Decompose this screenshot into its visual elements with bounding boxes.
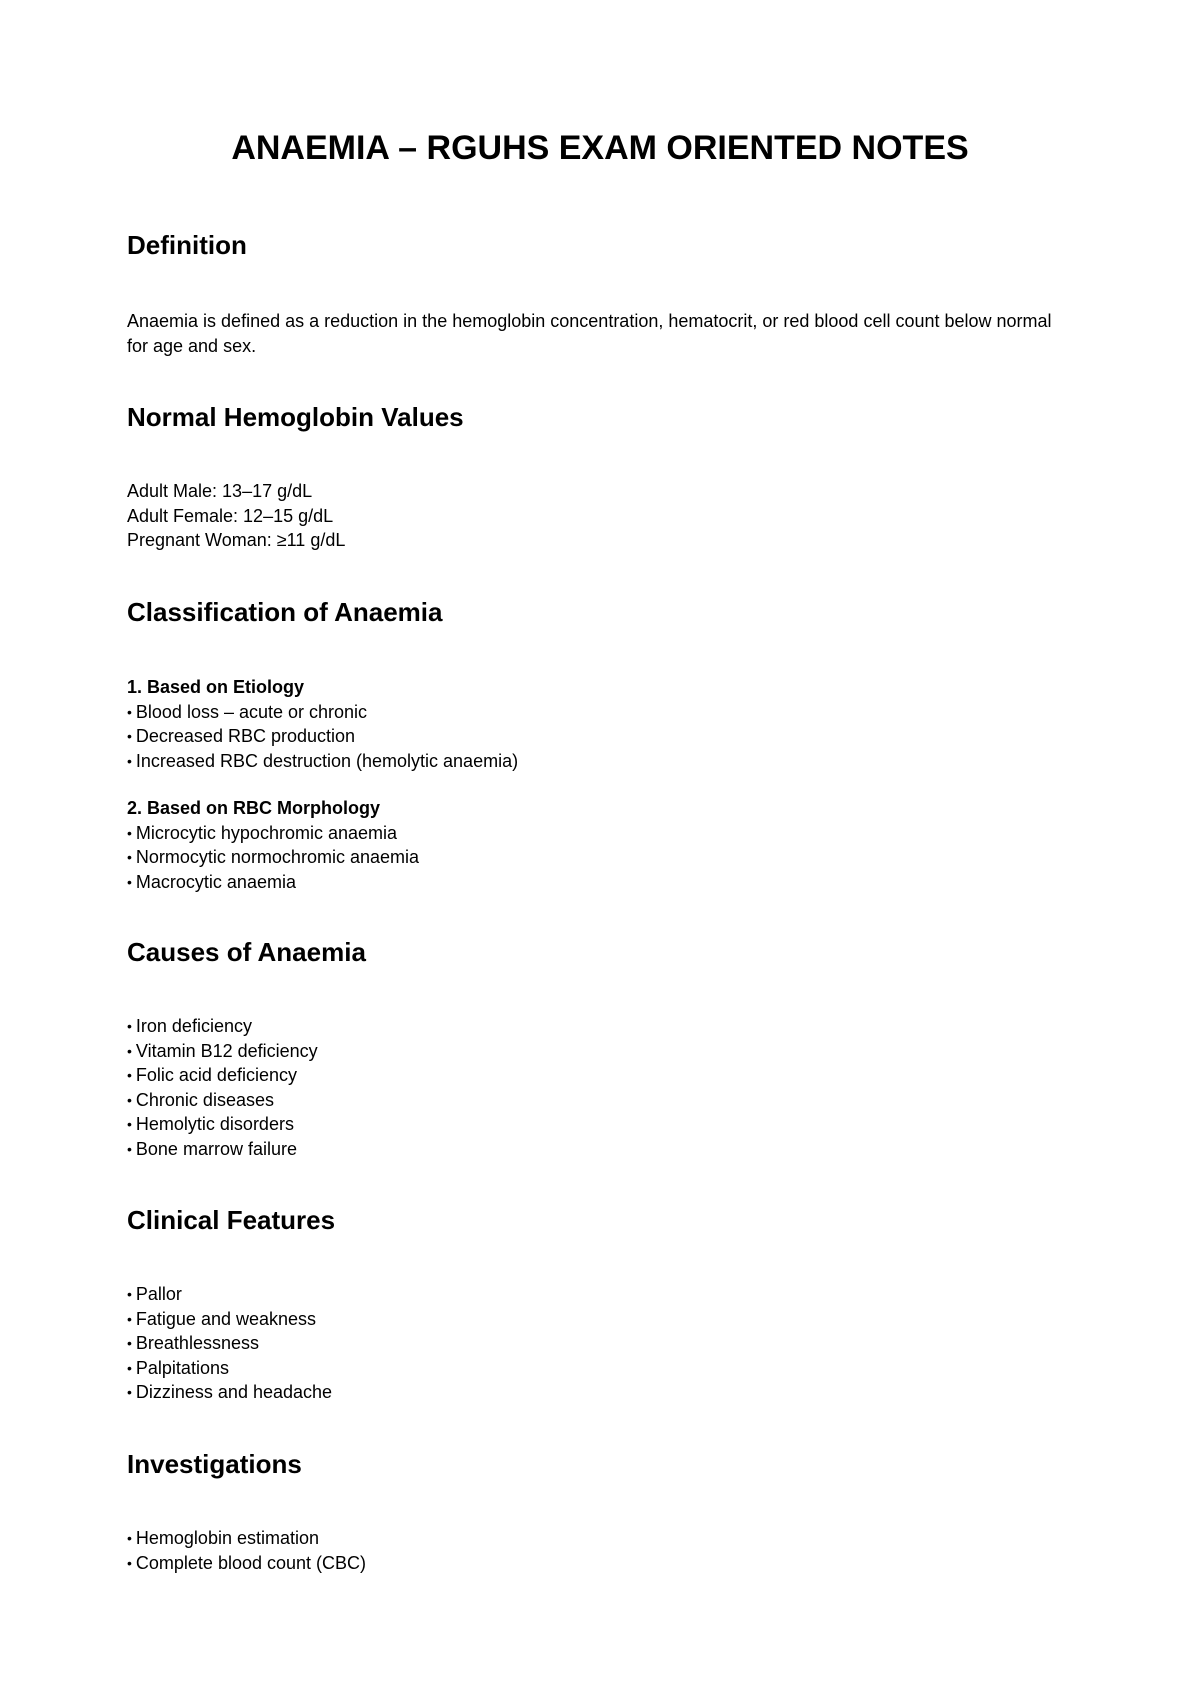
list-item-text: Bone marrow failure bbox=[135, 1138, 297, 1159]
list-item bbox=[127, 845, 1072, 870]
list-item-text: Hemolytic disorders bbox=[135, 1114, 294, 1134]
list-item-text: Decreased RBC production bbox=[135, 726, 356, 746]
normal-value-line: Adult Female: 12–15 g/dL bbox=[127, 505, 334, 526]
list-item-text: Increased RBC destruction (hemolytic anaemia) bbox=[135, 750, 519, 771]
list-item bbox=[127, 1088, 1072, 1113]
bullet-icon: • bbox=[127, 873, 132, 890]
bullet-list bbox=[127, 700, 1072, 774]
list-item bbox=[127, 1356, 1072, 1381]
list-item-text: Blood loss – acute or chronic bbox=[135, 701, 368, 722]
bullet-icon: • bbox=[127, 1140, 132, 1157]
list-item-text: Fatigue and weakness bbox=[135, 1308, 317, 1329]
list-item bbox=[127, 700, 1072, 725]
list-item bbox=[127, 1137, 1072, 1162]
bullet-icon: • bbox=[127, 1286, 132, 1302]
list-item bbox=[127, 749, 1072, 774]
normal-values-list bbox=[127, 479, 1072, 553]
classification-group-morphology bbox=[127, 796, 1072, 894]
list-item-text: Folic acid deficiency bbox=[135, 1065, 297, 1085]
list-item-text: Macrocytic anaemia bbox=[135, 871, 296, 892]
list-item bbox=[127, 1526, 1072, 1551]
list-item-text: Breathlessness bbox=[135, 1333, 259, 1353]
list-item-text: Complete blood count (CBC) bbox=[135, 1552, 367, 1573]
investigations-heading: Investigations bbox=[127, 1449, 302, 1479]
list-item-text: Hemoglobin estimation bbox=[135, 1528, 319, 1548]
list-item-text: Dizziness and headache bbox=[135, 1382, 333, 1402]
list-item bbox=[127, 1307, 1072, 1332]
list-item bbox=[127, 1063, 1072, 1088]
list-item bbox=[127, 1380, 1072, 1405]
list-item bbox=[127, 1551, 1072, 1576]
bullet-icon: • bbox=[127, 1116, 132, 1132]
list-item bbox=[127, 724, 1072, 749]
bullet-icon: • bbox=[127, 1091, 132, 1108]
bullet-icon: • bbox=[127, 1384, 132, 1400]
bullet-icon: • bbox=[127, 1042, 132, 1059]
bullet-icon: • bbox=[127, 1554, 132, 1571]
list-item-text: Pallor bbox=[135, 1284, 182, 1304]
list-item bbox=[127, 1014, 1072, 1039]
definition-heading: Definition bbox=[127, 230, 247, 260]
classification-group-etiology bbox=[127, 675, 1072, 773]
list-item bbox=[127, 1112, 1072, 1137]
bullet-icon: • bbox=[127, 1335, 132, 1351]
causes-heading: Causes of Anaemia bbox=[127, 937, 366, 967]
bullet-icon: • bbox=[127, 703, 132, 720]
normal-value-line: Pregnant Woman: ≥11 g/dL bbox=[127, 530, 346, 550]
bullet-icon: • bbox=[127, 824, 132, 841]
classification-heading: Classification of Anaemia bbox=[127, 597, 443, 627]
bullet-icon: • bbox=[127, 849, 132, 865]
bullet-icon: • bbox=[127, 1310, 132, 1327]
normal-value-line: Adult Male: 13–17 g/dL bbox=[127, 481, 313, 501]
list-item-text: Vitamin B12 deficiency bbox=[135, 1040, 318, 1061]
bullet-icon: • bbox=[127, 1018, 132, 1034]
classification-subheading: 1. Based on Etiology bbox=[127, 677, 305, 697]
bullet-icon: • bbox=[127, 728, 132, 744]
bullet-icon: • bbox=[127, 1530, 132, 1546]
list-item-text: Chronic diseases bbox=[135, 1089, 274, 1110]
investigations-list bbox=[127, 1526, 1072, 1575]
classification-subheading: 2. Based on RBC Morphology bbox=[127, 798, 381, 818]
list-item bbox=[127, 1282, 1072, 1307]
bullet-icon: • bbox=[127, 752, 132, 769]
clinical-features-list bbox=[127, 1282, 1072, 1405]
normal-values-heading: Normal Hemoglobin Values bbox=[127, 402, 464, 432]
bullet-list bbox=[127, 821, 1072, 895]
list-item bbox=[127, 870, 1072, 895]
list-item-text: Normocytic normochromic anaemia bbox=[135, 847, 419, 867]
definition-text: Anaemia is defined as a reduction in the hemoglobin concentration, hematocrit, or red blood cell count below normal for age and sex. bbox=[127, 311, 1052, 356]
list-item bbox=[127, 1331, 1072, 1356]
bullet-icon: • bbox=[127, 1359, 132, 1376]
list-item bbox=[127, 1039, 1072, 1064]
causes-list bbox=[127, 1014, 1072, 1161]
clinical-features-heading: Clinical Features bbox=[127, 1205, 336, 1235]
bullet-icon: • bbox=[127, 1067, 132, 1083]
list-item-text: Iron deficiency bbox=[135, 1016, 252, 1036]
list-item-text: Microcytic hypochromic anaemia bbox=[135, 822, 397, 843]
list-item bbox=[127, 821, 1072, 846]
document-title: ANAEMIA – RGUHS EXAM ORIENTED NOTES bbox=[231, 129, 969, 167]
list-item-text: Palpitations bbox=[135, 1357, 229, 1378]
